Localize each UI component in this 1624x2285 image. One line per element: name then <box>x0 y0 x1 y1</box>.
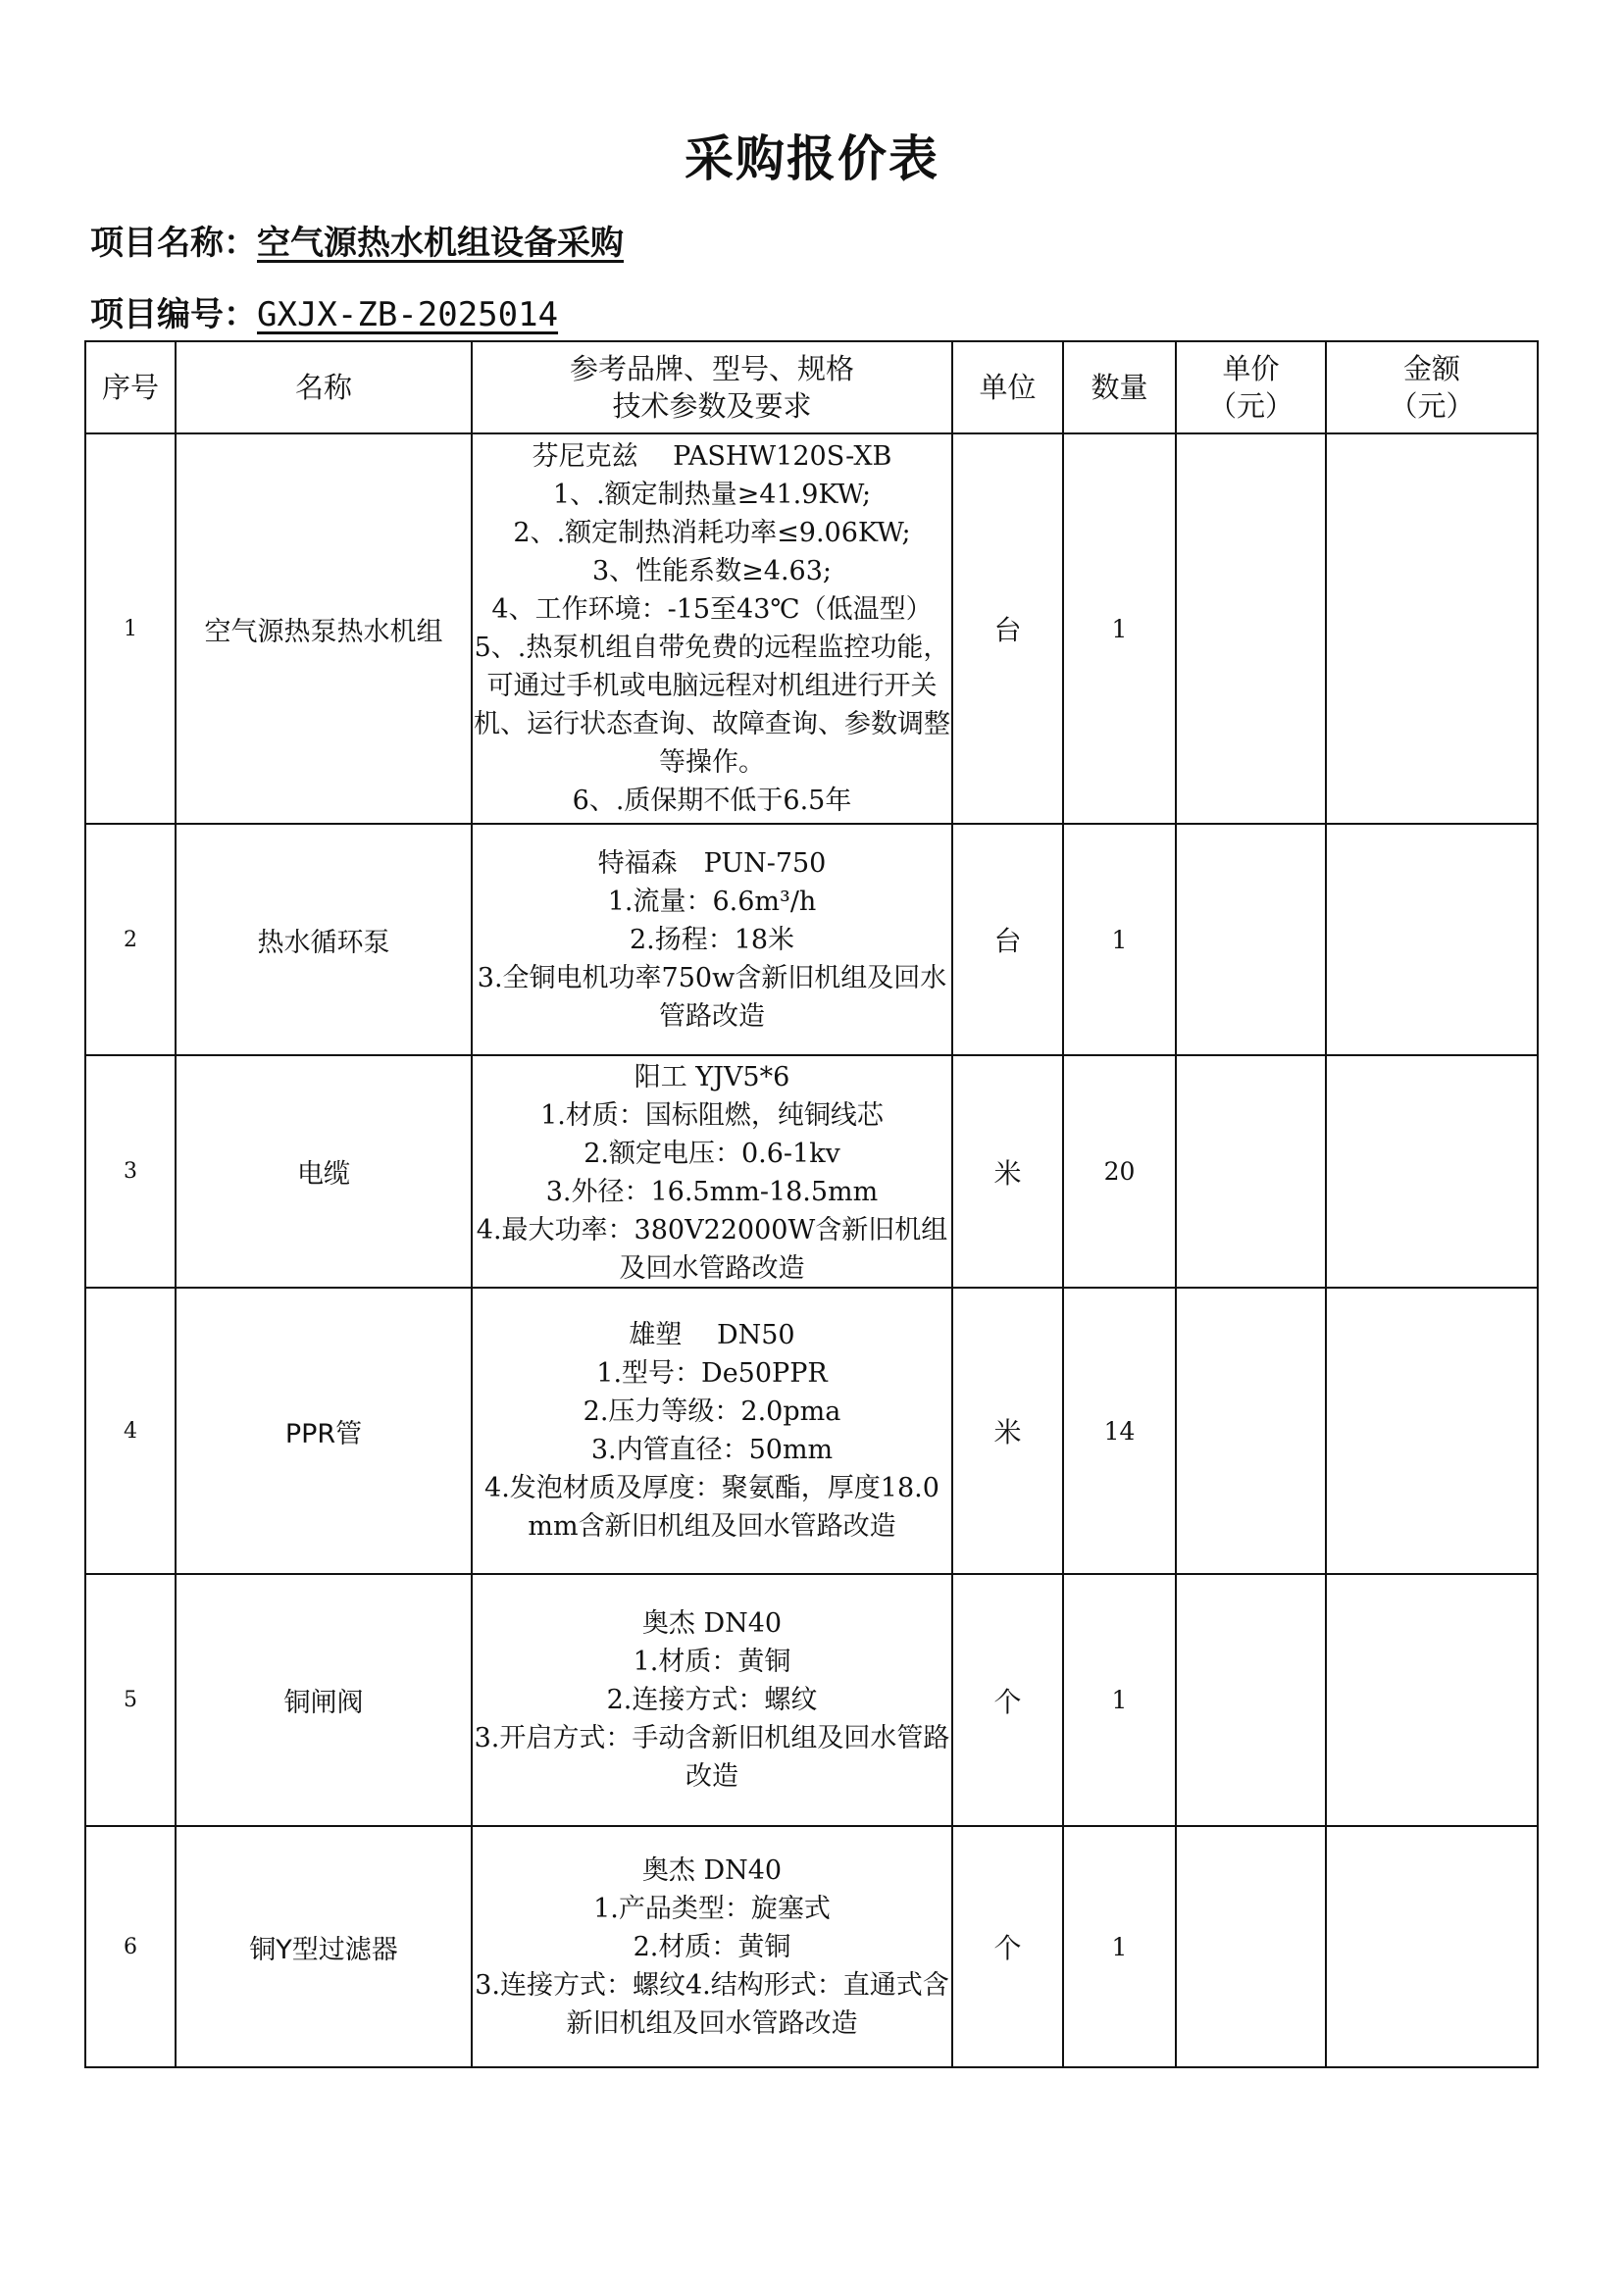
spec-line: 2.压力等级：2.0pma <box>583 1396 841 1427</box>
header-amount-line1: 金额 <box>1402 352 1460 385</box>
row-unit: 个 <box>952 1826 1063 2067</box>
spec-text <box>473 1058 951 1285</box>
row-unit: 台 <box>952 433 1063 824</box>
header-spec <box>472 341 952 433</box>
row-qty: 1 <box>1063 1826 1176 2067</box>
table-row <box>85 1288 1538 1574</box>
row-unit: 米 <box>952 1288 1063 1574</box>
row-price <box>1176 1055 1326 1288</box>
spec-line: 2.连接方式：螺纹 <box>606 1685 818 1715</box>
spec-line: 芬尼克兹 PASHW120S-XB <box>532 441 892 472</box>
header-unit: 单位 <box>952 341 1063 433</box>
header-price-line2: （元） <box>1207 389 1294 423</box>
row-amount <box>1326 1288 1538 1574</box>
spec-line: 3.外径：16.5mm-18.5mm <box>545 1177 879 1207</box>
row-price <box>1176 824 1326 1055</box>
header-price <box>1176 341 1326 433</box>
row-qty: 1 <box>1063 433 1176 824</box>
row-price <box>1176 1574 1326 1826</box>
row-seq: 1 <box>85 433 176 824</box>
row-unit: 米 <box>952 1055 1063 1288</box>
spec-text <box>473 844 951 1036</box>
table-row <box>85 1055 1538 1288</box>
spec-line: 1.产品类型：旋塞式 <box>593 1893 831 1924</box>
row-name: 铜闸阀 <box>176 1574 472 1826</box>
row-seq: 5 <box>85 1574 176 1826</box>
spec-line: 奥杰 DN40 <box>641 1608 783 1639</box>
project-code-label: 项目编号： <box>90 295 257 334</box>
row-amount <box>1326 1826 1538 2067</box>
row-name: 电缆 <box>176 1055 472 1288</box>
row-name: 铜Y型过滤器 <box>176 1826 472 2067</box>
row-qty: 1 <box>1063 824 1176 1055</box>
spec-line: 2.额定电压：0.6-1kv <box>584 1139 840 1169</box>
spec-line: 1.材质：黄铜 <box>633 1647 791 1677</box>
spec-line: 3、性能系数≥4.63; <box>591 556 832 586</box>
table-header-row <box>85 341 1538 433</box>
spec-text <box>473 437 951 820</box>
row-seq: 4 <box>85 1288 176 1574</box>
spec-line: 1.材质：国标阻燃，纯铜线芯 <box>540 1100 884 1131</box>
spec-text <box>473 1604 951 1796</box>
row-amount <box>1326 433 1538 824</box>
header-seq: 序号 <box>85 341 176 433</box>
header-spec-line2: 技术参数及要求 <box>612 389 812 423</box>
header-name: 名称 <box>176 341 472 433</box>
spec-line: 6、.质保期不低于6.5年 <box>572 786 852 816</box>
spec-line: 2.扬程：18米 <box>629 924 795 955</box>
project-name-value: 空气源热水机组设备采购 <box>257 224 624 263</box>
quote-table <box>84 340 1539 2068</box>
spec-line: 奥杰 DN40 <box>641 1854 783 1886</box>
row-name: 热水循环泵 <box>176 824 472 1055</box>
row-price <box>1176 1826 1326 2067</box>
header-price-line1: 单价 <box>1222 352 1280 385</box>
table-body <box>85 433 1538 2067</box>
header-qty: 数量 <box>1063 341 1176 433</box>
row-seq: 3 <box>85 1055 176 1288</box>
table-row <box>85 1574 1538 1826</box>
table-row <box>85 1826 1538 2067</box>
spec-line: 特福森 PUN-750 <box>597 847 827 879</box>
row-price <box>1176 433 1326 824</box>
row-spec <box>472 433 952 824</box>
row-qty: 1 <box>1063 1574 1176 1826</box>
row-spec <box>472 1826 952 2067</box>
spec-line: 4.最大功率：380V22000W含新旧机组及回水管路改造 <box>476 1215 948 1284</box>
spec-line: 1.流量：6.6m³/h <box>607 886 817 917</box>
spec-line: 3.连接方式：螺纹4.结构形式：直通式含新旧机组及回水管路改造 <box>475 1969 949 2039</box>
spec-line: 4.发泡材质及厚度：聚氨酯，厚度18.0mm含新旧机组及回水管路改造 <box>484 1473 939 1542</box>
table-row <box>85 433 1538 824</box>
project-name-label: 项目名称： <box>90 224 257 263</box>
row-unit: 台 <box>952 824 1063 1055</box>
row-spec <box>472 1574 952 1826</box>
row-spec <box>472 824 952 1055</box>
row-amount <box>1326 1574 1538 1826</box>
header-amount <box>1326 341 1538 433</box>
row-amount <box>1326 1055 1538 1288</box>
row-price <box>1176 1288 1326 1574</box>
spec-line: 3.内管直径：50mm <box>590 1435 834 1465</box>
row-amount <box>1326 824 1538 1055</box>
row-name: PPR管 <box>176 1288 472 1574</box>
spec-line: 3.开启方式：手动含新旧机组及回水管路改造 <box>474 1723 950 1792</box>
spec-line: 1.型号：De50PPR <box>596 1358 828 1389</box>
spec-line: 5、.热泵机组自带免费的远程监控功能，可通过手机或电脑远程对机组进行开关机、运行状态查询、故障查询、参数调整等操作。 <box>474 633 950 778</box>
project-name <box>90 216 624 264</box>
spec-line: 1、.额定制热量≥41.9KW; <box>552 480 872 510</box>
row-spec <box>472 1055 952 1288</box>
spec-line: 4、工作环境：-15至43℃（低温型） <box>491 594 933 625</box>
header-amount-line2: （元） <box>1389 389 1475 423</box>
row-unit: 个 <box>952 1574 1063 1826</box>
row-qty: 20 <box>1063 1055 1176 1288</box>
table-row <box>85 824 1538 1055</box>
row-seq: 2 <box>85 824 176 1055</box>
row-qty: 14 <box>1063 1288 1176 1574</box>
row-seq: 6 <box>85 1826 176 2067</box>
header-spec-line1: 参考品牌、型号、规格 <box>569 352 854 385</box>
spec-line: 阳工 YJV5*6 <box>634 1062 790 1092</box>
spec-line: 雄塑 DN50 <box>629 1320 795 1350</box>
page-title: 采购报价表 <box>685 130 939 187</box>
project-code <box>90 287 558 335</box>
project-code-value: GXJX-ZB-2025014 <box>257 295 559 334</box>
spec-text <box>473 1316 951 1546</box>
spec-line: 2.材质：黄铜 <box>633 1931 791 1962</box>
spec-text <box>473 1852 951 2043</box>
row-name: 空气源热泵热水机组 <box>176 433 472 824</box>
spec-line: 2、.额定制热消耗功率≤9.06KW; <box>513 518 911 548</box>
row-spec <box>472 1288 952 1574</box>
spec-line: 3.全铜电机功率750w含新旧机组及回水管路改造 <box>477 962 947 1032</box>
